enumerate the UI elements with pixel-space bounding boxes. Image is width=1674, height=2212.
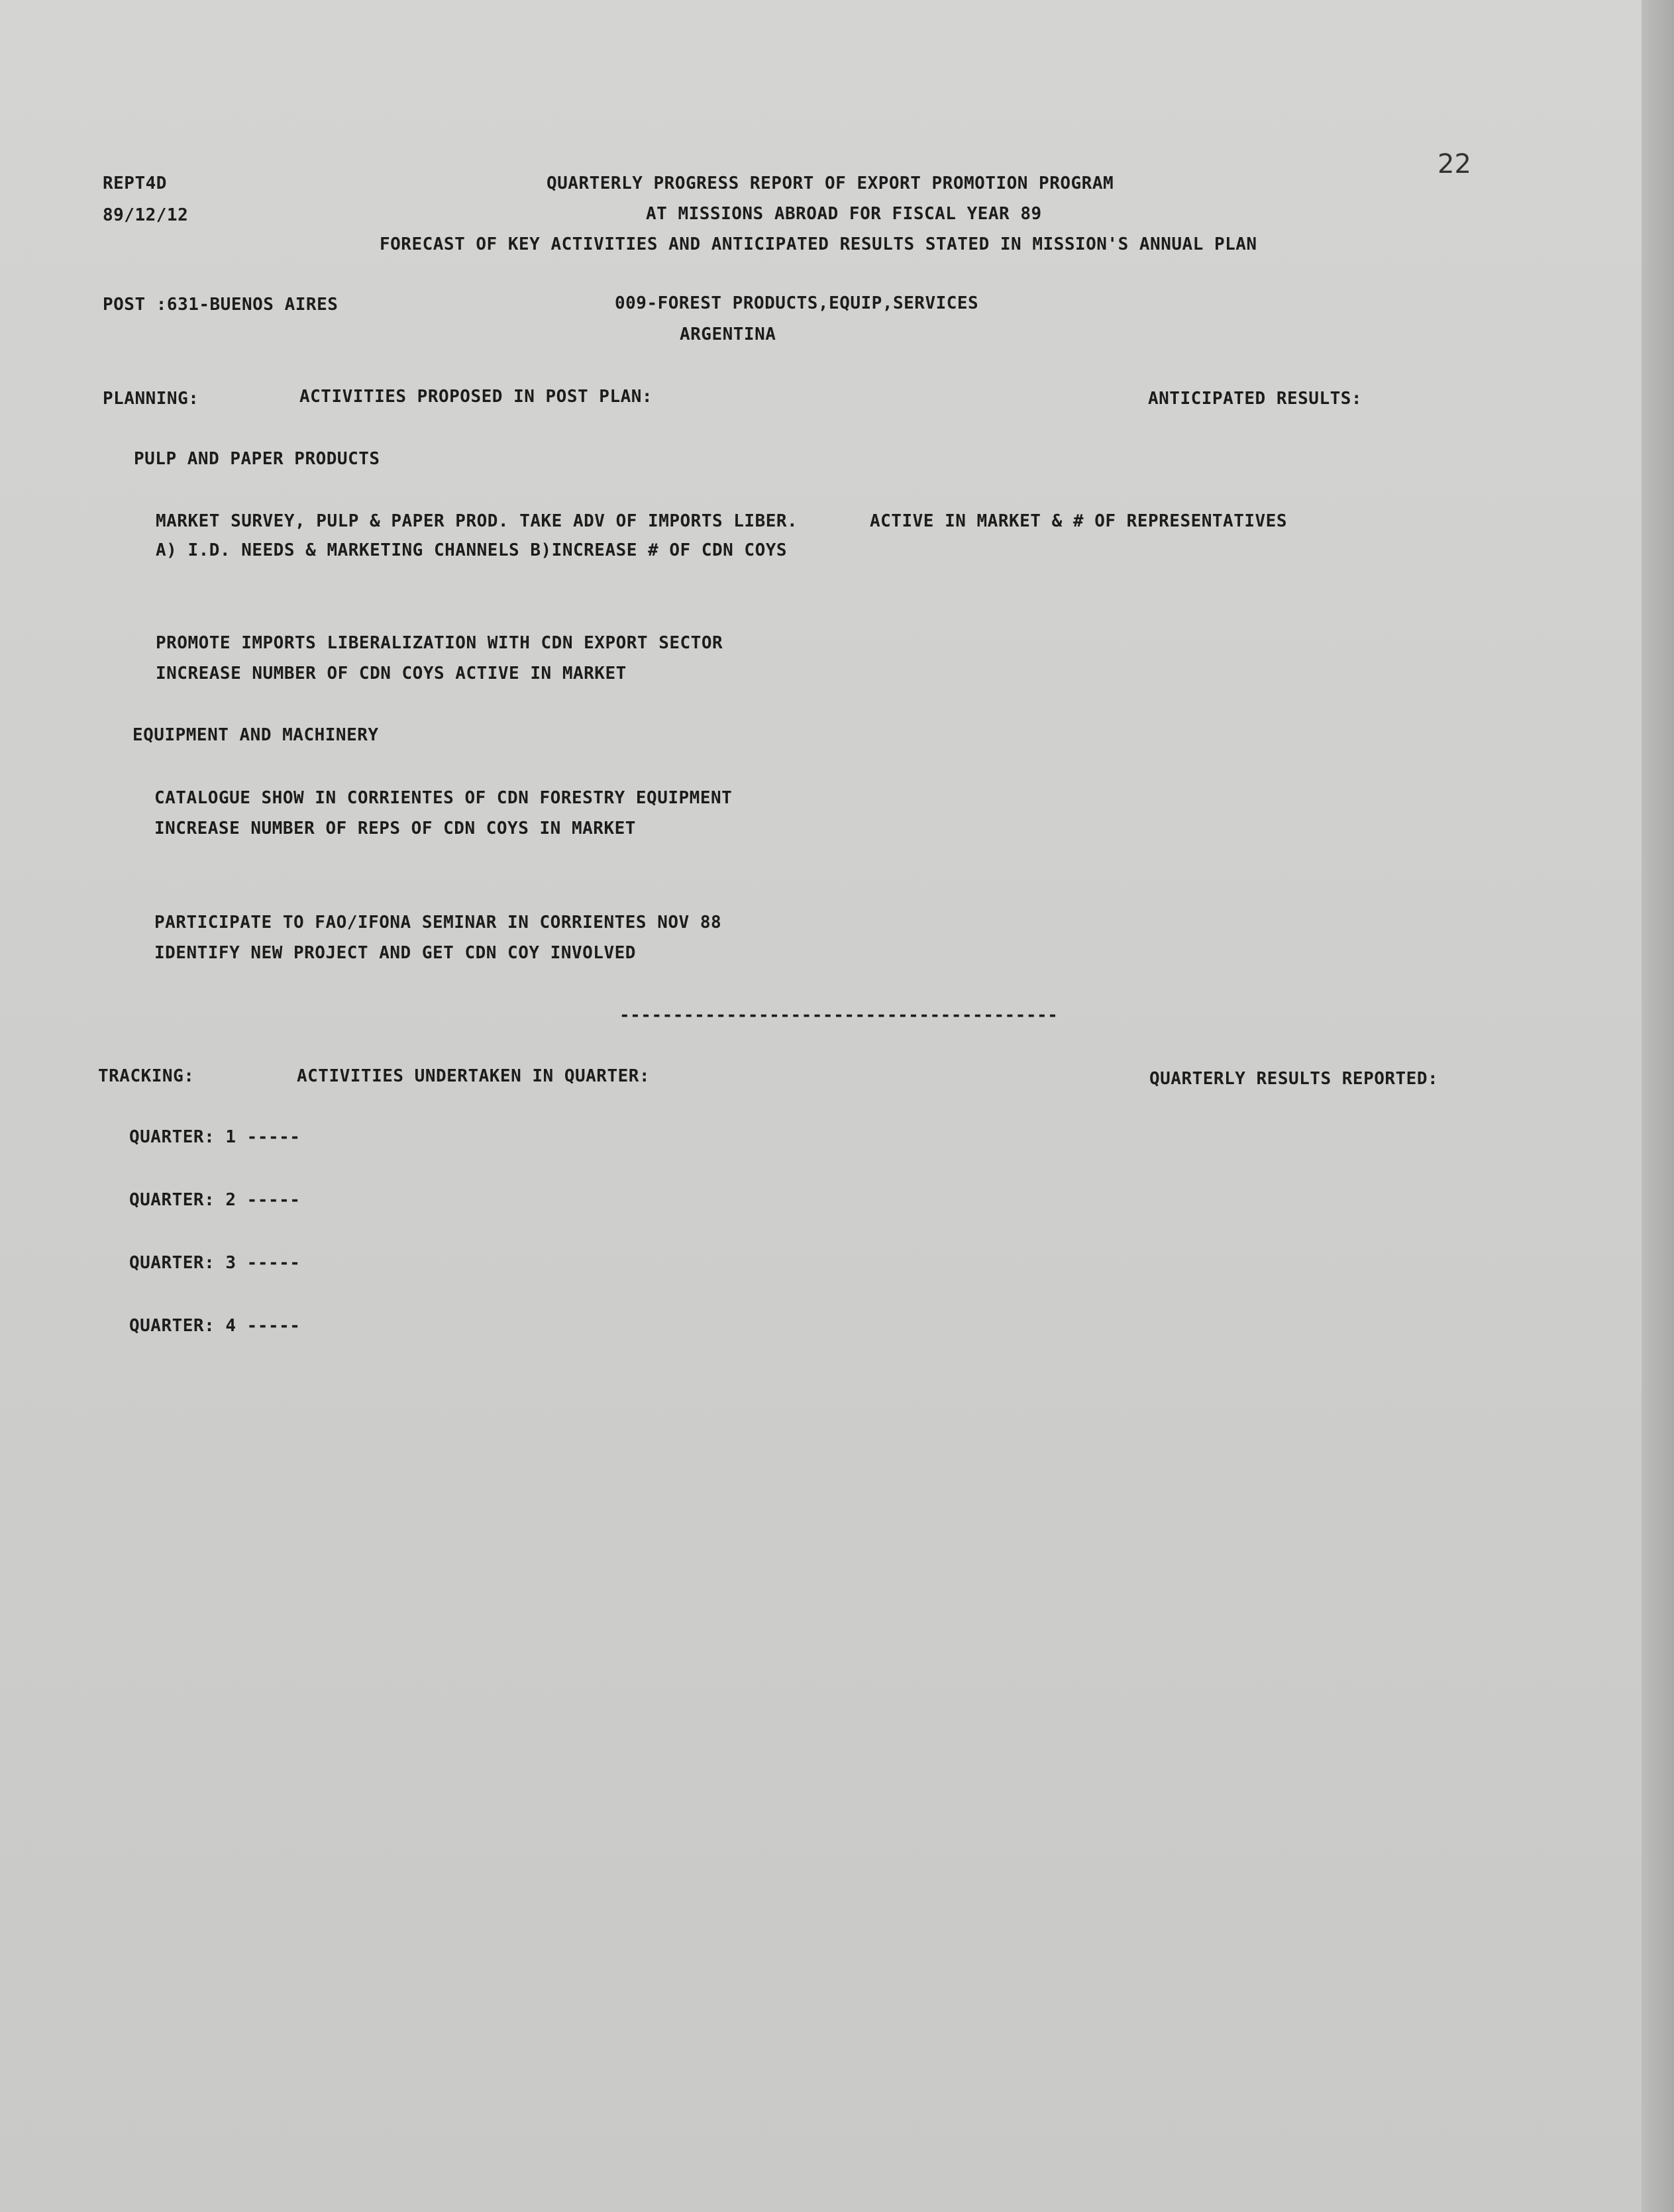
- activity-line: INCREASE NUMBER OF REPS OF CDN COYS IN MARKET: [154, 819, 636, 838]
- planning-activities-header: ACTIVITIES PROPOSED IN POST PLAN:: [299, 387, 653, 407]
- report-id: REPT4D: [103, 174, 167, 193]
- section-separator: -----------------------------------------: [619, 1005, 1059, 1025]
- activity-line: PARTICIPATE TO FAO/IFONA SEMINAR IN CORRIENTES NOV 88: [154, 913, 722, 932]
- tracking-results-header: QUARTERLY RESULTS REPORTED:: [1149, 1069, 1439, 1089]
- planning-results-header: ANTICIPATED RESULTS:: [1148, 389, 1363, 409]
- activity-line: INCREASE NUMBER OF CDN COYS ACTIVE IN MARKET: [156, 664, 627, 683]
- report-date: 89/12/12: [103, 205, 189, 225]
- post-label: POST :631-BUENOS AIRES: [103, 295, 339, 315]
- report-title-line-1: QUARTERLY PROGRESS REPORT OF EXPORT PROMOTION PROGRAM: [547, 174, 1114, 193]
- activity-line: CATALOGUE SHOW IN CORRIENTES OF CDN FORESTRY EQUIPMENT: [154, 788, 733, 808]
- activity-line: PROMOTE IMPORTS LIBERALIZATION WITH CDN EXPORT SECTOR: [156, 633, 723, 653]
- quarter-4: QUARTER: 4 -----: [129, 1316, 301, 1336]
- quarter-3: QUARTER: 3 -----: [129, 1253, 301, 1273]
- tracking-activities-header: ACTIVITIES UNDERTAKEN IN QUARTER:: [297, 1066, 651, 1086]
- report-title-line-2: AT MISSIONS ABROAD FOR FISCAL YEAR 89: [646, 204, 1042, 224]
- group-title-equipment: EQUIPMENT AND MACHINERY: [132, 725, 379, 745]
- planning-label: PLANNING:: [103, 389, 199, 409]
- anticipated-result: ACTIVE IN MARKET & # OF REPRESENTATIVES: [870, 511, 1287, 531]
- group-title-pulp-paper: PULP AND PAPER PRODUCTS: [134, 449, 380, 469]
- tracking-label: TRACKING:: [98, 1066, 195, 1086]
- quarter-2: QUARTER: 2 -----: [129, 1190, 301, 1210]
- sector-label: 009-FOREST PRODUCTS,EQUIP,SERVICES: [615, 293, 979, 313]
- activity-line: IDENTIFY NEW PROJECT AND GET CDN COY INVOLVED: [154, 943, 636, 963]
- activity-line: MARKET SURVEY, PULP & PAPER PROD. TAKE ADV OF IMPORTS LIBER.: [156, 511, 798, 531]
- country-label: ARGENTINA: [680, 325, 776, 344]
- page-number: 22: [1438, 149, 1471, 179]
- page-edge-shadow: [1642, 0, 1674, 2212]
- quarter-1: QUARTER: 1 -----: [129, 1127, 301, 1147]
- report-title-line-3: FORECAST OF KEY ACTIVITIES AND ANTICIPATED RESULTS STATED IN MISSION'S ANNUAL PLAN: [380, 234, 1257, 254]
- activity-line: A) I.D. NEEDS & MARKETING CHANNELS B)INCREASE # OF CDN COYS: [156, 540, 788, 560]
